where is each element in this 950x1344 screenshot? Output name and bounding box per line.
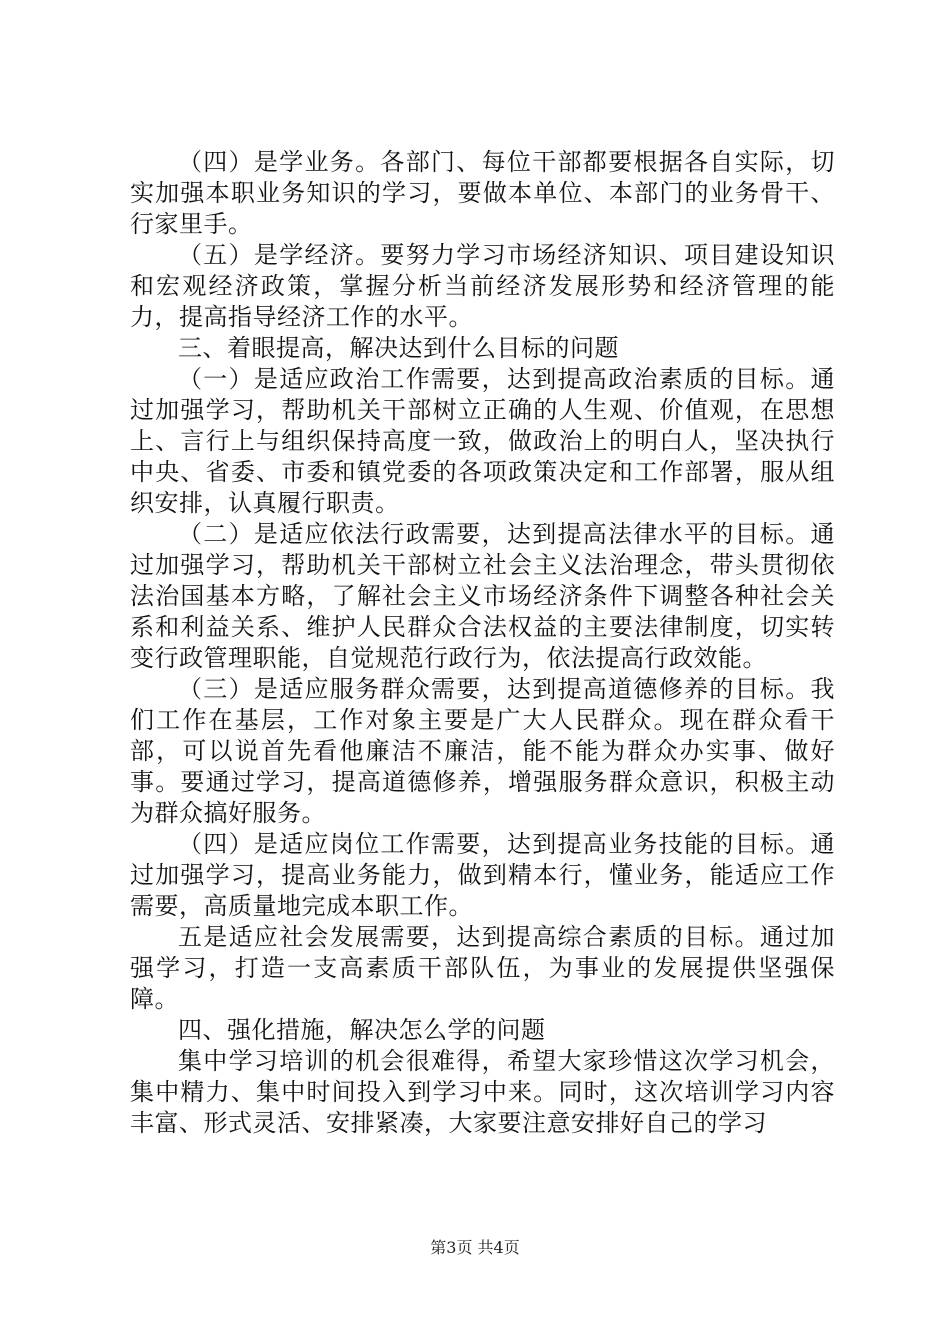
section-heading-measures: 四、强化措施，解决怎么学的问题	[178, 1016, 546, 1044]
paragraph-moral-cultivation: （三）是适应服务群众需要，达到提高道德修养的目标。我们工作在基层，工作对象主要是广大人民群众。现在群众看干部，可以说首先看他廉洁不廉洁，能不能为群众办实事、做好事。要通过学习，提高道德修养，增强服务群众意识，积极主动为群众搞好服务。	[130, 675, 835, 827]
paragraph-study-economics: （五）是学经济。要努力学习市场经济知识、项目建设知识和宏观经济政策，掌握分析当前经济发展形势和经济管理的能力，提高指导经济工作的水平。	[130, 241, 835, 331]
paragraph-legal-level: （二）是适应依法行政需要，达到提高法律水平的目标。通过加强学习，帮助机关干部树立社会主义法治理念，带头贯彻依法治国基本方略，了解社会主义市场经济条件下调整各种社会关系和利益关系、维护人民群众合法权益的主要法律制度，切实转变行政管理职能，自觉规范行政行为，依法提高行政效能。	[130, 520, 835, 672]
section-heading-goals: 三、着眼提高，解决达到什么目标的问题	[178, 334, 619, 362]
paragraph-overall-quality: 五是适应社会发展需要，达到提高综合素质的目标。通过加强学习，打造一支高素质干部队伍，为事业的发展提供坚强保障。	[130, 923, 835, 1013]
paragraph-business-skills: （四）是适应岗位工作需要，达到提高业务技能的目标。通过加强学习，提高业务能力，做到精本行，懂业务，能适应工作需要，高质量地完成本职工作。	[130, 830, 835, 920]
paragraph-study-business: （四）是学业务。各部门、每位干部都要根据各自实际，切实加强本职业务知识的学习，要做本单位、本部门的业务骨干、行家里手。	[130, 148, 835, 238]
paragraph-political-quality: （一）是适应政治工作需要，达到提高政治素质的目标。通过加强学习，帮助机关干部树立正确的人生观、价值观，在思想上、言行上与组织保持高度一致，做政治上的明白人，坚决执行中央、省委、市委和镇党委的各项政策决定和工作部署，服从组织安排，认真履行职责。	[130, 365, 835, 517]
page-number-footer: 第3页 共4页	[430, 1238, 520, 1257]
document-body	[130, 147, 835, 1139]
paragraph-training-opportunity: 集中学习培训的机会很难得，希望大家珍惜这次学习机会，集中精力、集中时间投入到学习中来。同时，这次培训学习内容丰富、形式灵活、安排紧凑，大家要注意安排好自己的学习	[130, 1047, 835, 1137]
